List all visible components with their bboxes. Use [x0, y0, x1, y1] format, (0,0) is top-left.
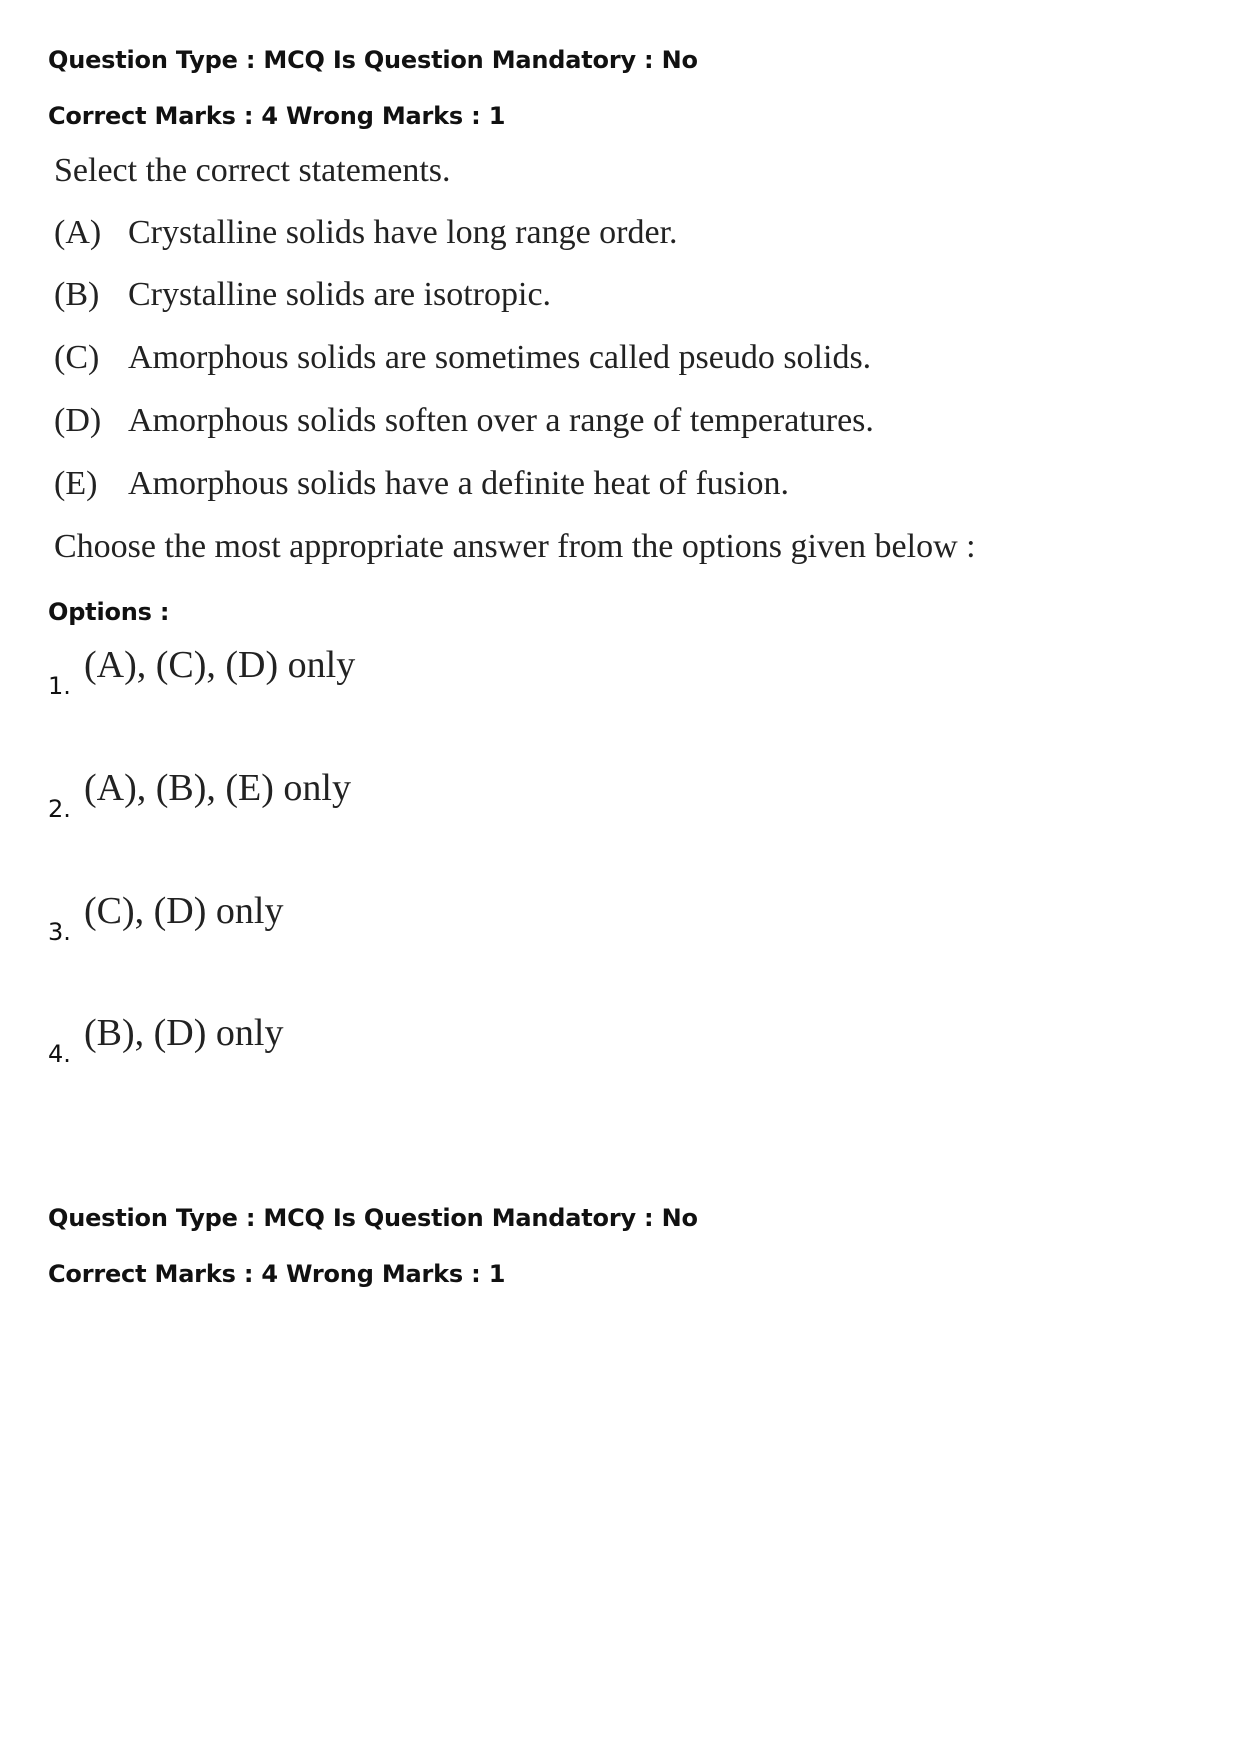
question-type-line: Question Type : MCQ Is Question Mandatory : No	[48, 46, 698, 74]
question-type-line-2: Question Type : MCQ Is Question Mandatory : No	[48, 1204, 698, 1232]
statement-label: (D)	[54, 402, 102, 439]
option-text: (A), (C), (D) only	[84, 644, 356, 686]
statement-text: Amorphous solids are sometimes called pseudo solids.	[128, 339, 872, 376]
statement-label: (A)	[54, 214, 102, 251]
statement-e	[54, 465, 789, 503]
statement-text: Amorphous solids have a definite heat of fusion.	[128, 465, 789, 502]
statement-a	[54, 214, 678, 252]
statement-text: Crystalline solids have long range order.	[128, 214, 678, 251]
option-text: (B), (D) only	[84, 1012, 284, 1054]
answer-instruction: Choose the most appropriate answer from the options given below :	[54, 528, 976, 565]
statement-label: (E)	[54, 465, 98, 502]
option-number: 1.	[48, 672, 71, 700]
statement-text: Crystalline solids are isotropic.	[128, 276, 552, 313]
option-number: 4.	[48, 1040, 71, 1068]
options-heading: Options :	[48, 598, 170, 626]
marks-line-2: Correct Marks : 4 Wrong Marks : 1	[48, 1260, 506, 1288]
statement-label: (B)	[54, 276, 100, 313]
option-number: 3.	[48, 918, 71, 946]
statement-text: Amorphous solids soften over a range of temperatures.	[128, 402, 874, 439]
statement-d	[54, 402, 874, 440]
option-number: 2.	[48, 795, 71, 823]
option-text: (A), (B), (E) only	[84, 767, 351, 809]
question-prompt: Select the correct statements.	[54, 152, 451, 189]
statement-label: (C)	[54, 339, 100, 376]
marks-line: Correct Marks : 4 Wrong Marks : 1	[48, 102, 506, 130]
option-text: (C), (D) only	[84, 890, 284, 932]
statement-c	[54, 339, 871, 377]
statement-b	[54, 276, 551, 314]
